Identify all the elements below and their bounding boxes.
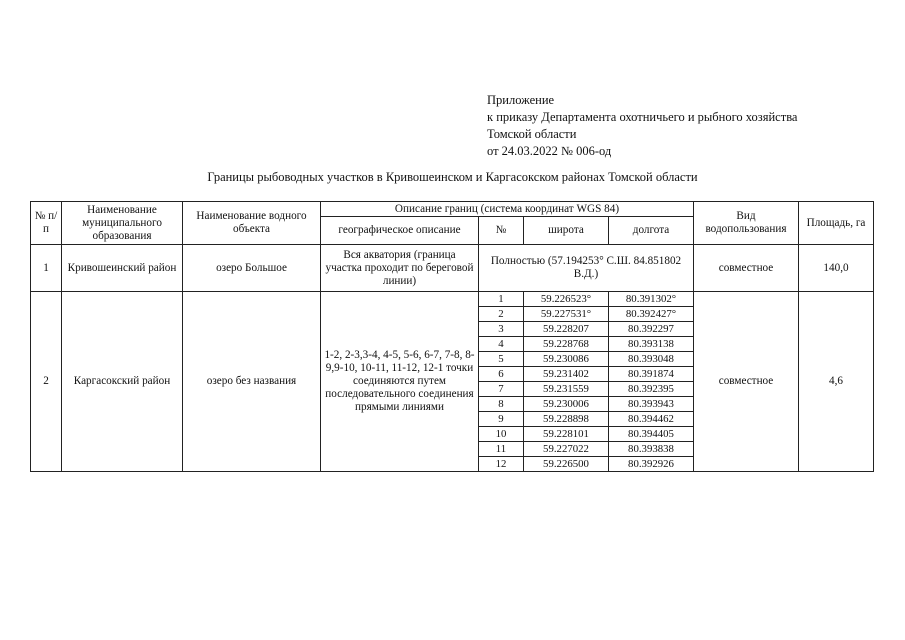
row1-num: 1 [31,245,62,292]
row1-geo-desc: Вся акватория (граница участка проходит по береговой линии) [321,245,479,292]
header-point-num: № [479,217,524,245]
header-longitude: долгота [609,217,694,245]
point-latitude: 59.228101 [524,427,609,442]
point-num: 10 [479,427,524,442]
point-longitude: 80.393138 [609,337,694,352]
header-num: № п/п [31,202,62,245]
header-boundaries: Описание границ (система координат WGS 84) [321,202,694,217]
point-longitude: 80.391874 [609,367,694,382]
point-num: 6 [479,367,524,382]
point-latitude: 59.228768 [524,337,609,352]
annex-block [487,92,797,160]
point-num: 9 [479,412,524,427]
point-latitude: 59.230086 [524,352,609,367]
row2-num: 2 [31,292,62,472]
point-latitude: 59.231402 [524,367,609,382]
point-latitude: 59.228898 [524,412,609,427]
table-row [31,245,874,292]
row1-municipality: Кривошеинский район [62,245,183,292]
annex-line-3: Томской области [487,127,577,141]
point-longitude: 80.394462 [609,412,694,427]
row2-area: 4,6 [799,292,874,472]
point-longitude: 80.394405 [609,427,694,442]
point-longitude: 80.392395 [609,382,694,397]
header-municipality: Наименование муниципального образования [62,202,183,245]
point-longitude: 80.392427° [609,307,694,322]
row2-municipality: Каргасокский район [62,292,183,472]
annex-line-2: к приказу Департамента охотничьего и рыбного хозяйства [487,110,798,124]
boundaries-table [30,201,874,472]
point-num: 4 [479,337,524,352]
point-longitude: 80.393943 [609,397,694,412]
point-num: 12 [479,457,524,472]
document-title: Границы рыбоводных участков в Кривошеинском и Каргасокском районах Томской области [207,170,698,184]
point-latitude: 59.231559 [524,382,609,397]
point-latitude: 59.230006 [524,397,609,412]
point-longitude: 80.393048 [609,352,694,367]
point-longitude: 80.391302° [609,292,694,307]
point-latitude: 59.227531° [524,307,609,322]
point-num: 1 [479,292,524,307]
header-area: Площадь, га [799,202,874,245]
header-usage-type: Вид водопользования [694,202,799,245]
point-num: 7 [479,382,524,397]
table-row [31,292,874,307]
row2-geo-desc: 1-2, 2-3,3-4, 4-5, 5-6, 6-7, 7-8, 8-9,9-10, 10-11, 11-12, 12-1 точки соединяются путем последовательного соединения прямыми линиями [321,292,479,472]
point-latitude: 59.226523° [524,292,609,307]
point-num: 3 [479,322,524,337]
point-longitude: 80.393838 [609,442,694,457]
row1-usage-type: совместное [694,245,799,292]
point-longitude: 80.392297 [609,322,694,337]
row2-usage-type: совместное [694,292,799,472]
point-latitude: 59.227022 [524,442,609,457]
point-latitude: 59.228207 [524,322,609,337]
row2-water-body: озеро без названия [183,292,321,472]
point-num: 8 [479,397,524,412]
point-latitude: 59.226500 [524,457,609,472]
header-water-body: Наименование водного объекта [183,202,321,245]
header-latitude: широта [524,217,609,245]
annex-line-4: от 24.03.2022 № 006-од [487,144,612,158]
row1-water-body: озеро Большое [183,245,321,292]
point-num: 11 [479,442,524,457]
point-num: 2 [479,307,524,322]
header-geo-desc: географическое описание [321,217,479,245]
point-longitude: 80.392926 [609,457,694,472]
annex-line-1: Приложение [487,93,555,107]
row1-coords: Полностью (57.194253° С.Ш. 84.851802 В.Д.) [479,245,694,292]
point-num: 5 [479,352,524,367]
row1-area: 140,0 [799,245,874,292]
